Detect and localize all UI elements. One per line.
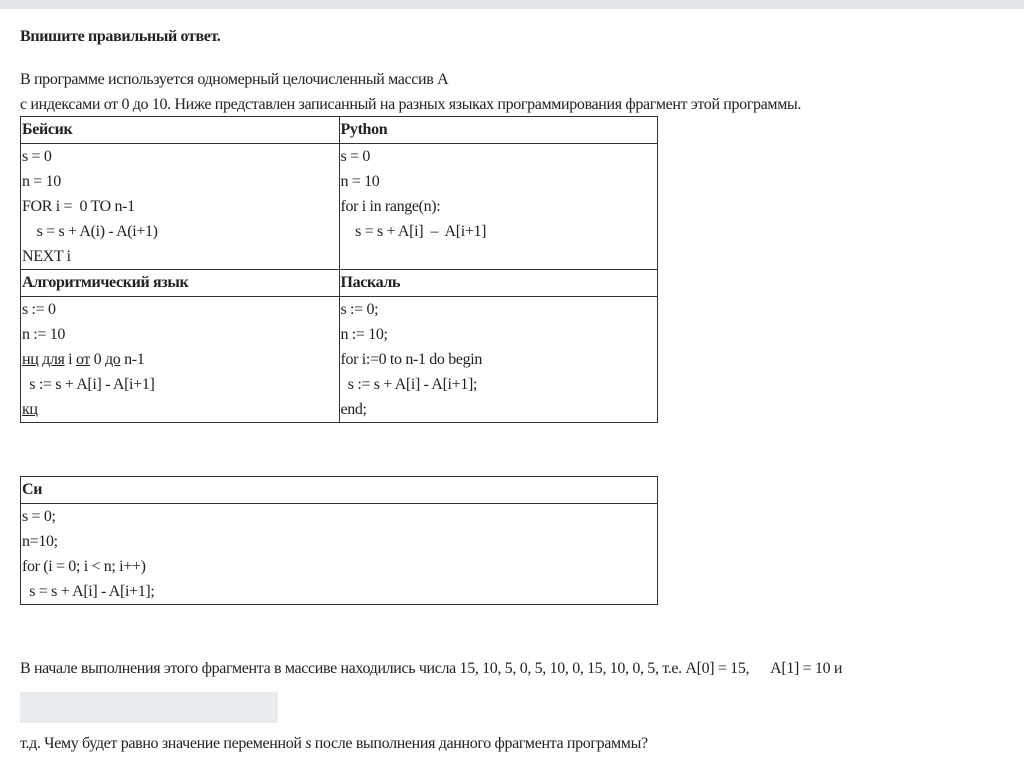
code-line: s = s + A[i] – A[i+1] xyxy=(340,223,487,240)
code-line: end; xyxy=(340,401,367,418)
basic-code xyxy=(21,144,340,270)
keyword: от xyxy=(75,351,91,368)
python-code xyxy=(339,144,658,270)
question-line-1: В начале выполнения этого фрагмента в массиве находились числа 15, 10, 5, 0, 5, 10, 0, 15, 10, 0, 5, т.е. A[0] = 15, A[1] = 10 и xyxy=(20,660,843,677)
code-line: n = 10 xyxy=(340,173,380,190)
keyword: до xyxy=(104,351,121,368)
code-line: for i:=0 to n-1 do begin xyxy=(340,351,482,368)
code-line xyxy=(22,397,339,422)
code-line: s = 0 xyxy=(340,148,371,165)
code-line: s = s + A(i) - A(i+1) xyxy=(22,223,158,240)
c-header: Си xyxy=(21,477,658,504)
code-line: for (i = 0; i < n; i++) xyxy=(22,558,146,575)
code-line: FOR i = 0 TO n-1 xyxy=(22,198,135,215)
token: 0 xyxy=(90,351,105,368)
code-line: n=10; xyxy=(22,533,58,550)
code-line: n := 10 xyxy=(22,326,66,343)
code-line: s = 0 xyxy=(22,148,52,165)
task-intro xyxy=(20,67,801,117)
code-line: for i in range(n): xyxy=(340,198,441,215)
c-code xyxy=(21,504,658,605)
keyword: кц xyxy=(22,401,38,418)
python-header: Python xyxy=(339,117,658,144)
pascal-header: Паскаль xyxy=(339,270,658,297)
intro-line-1: В программе используется одномерный целочисленный массив A xyxy=(20,71,449,88)
answer-input[interactable] xyxy=(20,692,278,723)
code-line-loop xyxy=(22,347,339,372)
keyword: для xyxy=(42,351,65,368)
code-line: s := s + A[i] - A[i+1]; xyxy=(340,376,478,393)
algo-code xyxy=(21,297,340,423)
code-line: n = 10 xyxy=(22,173,61,190)
algo-header: Алгоритмический язык xyxy=(21,270,340,297)
token: n-1 xyxy=(120,351,145,368)
intro-line-2: с индексами от 0 до 10. Ниже представлен записанный на разных языках программирования фрагмент этой программы. xyxy=(20,96,802,113)
code-table xyxy=(20,116,658,423)
c-code-table xyxy=(20,476,658,605)
code-line: s := s + A[i] - A[i+1] xyxy=(22,376,155,393)
top-bar xyxy=(0,0,1024,9)
question-line-2 xyxy=(20,731,1020,756)
code-line: NEXT i xyxy=(22,248,71,265)
task-instruction: Впишите правильный ответ. xyxy=(20,28,221,45)
keyword: нц xyxy=(22,351,39,368)
code-line: s = 0; xyxy=(22,508,56,525)
token: i xyxy=(64,351,76,368)
code-line: s = s + A[i] - A[i+1]; xyxy=(22,583,155,600)
variable-name: s xyxy=(305,735,312,752)
question-text-part: т.д. Чему будет равно значение переменной xyxy=(20,735,306,752)
code-line: s := 0 xyxy=(22,301,56,318)
question-text-part: после выполнения данного фрагмента программы? xyxy=(311,735,648,752)
pascal-code xyxy=(339,297,658,423)
code-line: s := 0; xyxy=(340,301,379,318)
basic-header: Бейсик xyxy=(21,117,340,144)
code-line: n := 10; xyxy=(340,326,388,343)
